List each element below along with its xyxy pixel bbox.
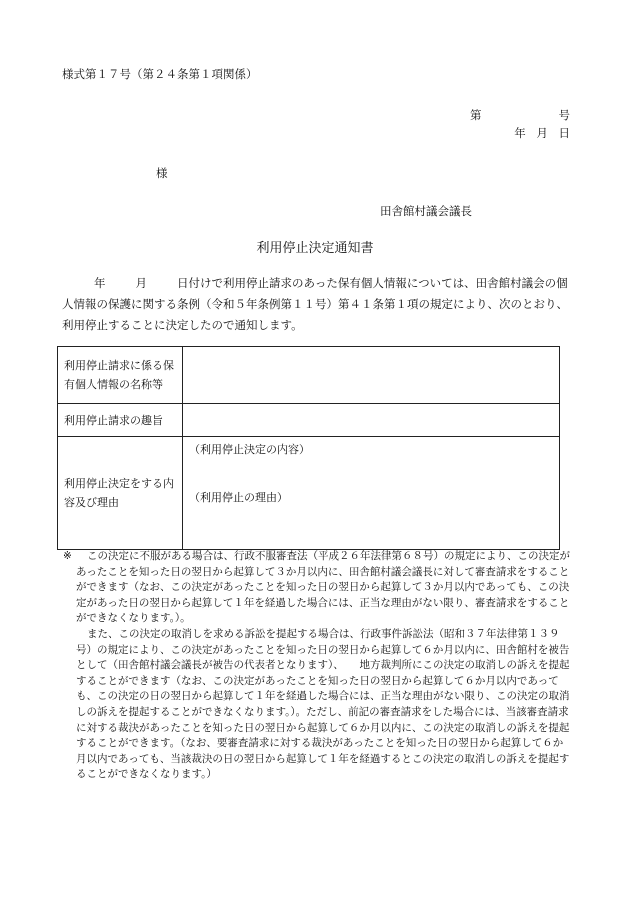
row3-value [183,437,560,550]
row1-value [183,347,560,404]
intro-line-1 [62,273,572,294]
table-row [58,347,560,404]
row2-label: 利用停止請求の趣旨 [58,404,183,437]
intro-paragraph [62,273,572,336]
decision-table [57,346,560,550]
intro-line-1-text: 日付けで利用停止請求のあった保有個人情報については、田舎館村議会の個 [177,276,568,290]
decision-reason-heading: （利用停止の理由） [189,491,288,504]
row3-label: 利用停止決定をする内容及び理由 [58,437,183,550]
note-paragraph-1: この決定に不服がある場合は、行政不服審査法（平成２６年法律第６８号）の規定により、この決定があったことを知った日の翌日から起算して３か月以内に、田舎館村議会議長に対して審査請求をすることができます（なお、この決定があったことを知った日の翌日から起算して３か月以内であっても、この決定があった日の翌日から起算して１年を経過した場合には、正当な理由がない限り、審査請求をすることができなくなります。）。 [76,550,570,625]
addressee: 様 [156,166,168,180]
number-suffix: 号 [558,108,570,122]
note-mark: ※ [63,550,72,562]
notes-section [63,549,570,783]
table-row [58,404,560,437]
row2-value [183,404,560,437]
intro-line-3: 利用停止することに決定したので通知します。 [62,318,303,332]
sender: 田舎館村議会議長 [380,204,472,218]
form-number: 様式第１７号（第２４条第１項関係） [62,67,258,81]
table-row [58,437,560,550]
document-number [470,107,570,123]
intro-month: 月 [135,276,147,290]
document-title: 利用停止決定通知書 [256,241,374,256]
number-label: 第 [470,108,482,122]
issue-date: 年 月 日 [514,126,570,140]
note-paragraph-2: また、この決定の取消しを求める訴訟を提起する場合は、行政事件訴訟法（昭和３７年法律第１３９号）の規定により、この決定があったことを知った日の翌日から起算して６か月以内に、田舎館村を被告として（田舎館村議会議長が被告の代表者となります）、 地方裁判所にこの決定の取消しの訴えを提起することができます（なお、この決定があったことを知った日の翌日から起算して６か月以内であっても、この決定の日の翌日から起算して１年を経過した場合には、正当な理由がない限り、この決定の取消しの訴えを提起することができなくなります。）。ただし、前記の審査請求をした場合には、当該審査請求に対する裁決があったことを知った日の翌日から起算して６か月以内に、この決定の取消しの訴えを提起することができます。（なお、要審査請求に対する裁決があったことを知った日の翌日から起算して６か月以内であっても、当該裁決の日の翌日から起算して１年を経過するとこの決定の取消しの訴えを提起することができなくなります。） [76,627,570,781]
decision-content-heading: （利用停止決定の内容） [189,443,310,456]
row1-label: 利用停止請求に係る保有個人情報の名称等 [58,347,183,404]
intro-line-2: 人情報の保護に関する条例（令和５年条例第１１号）第４１条第１項の規定により、次のとおり、 [62,297,568,311]
intro-year: 年 [94,276,106,290]
